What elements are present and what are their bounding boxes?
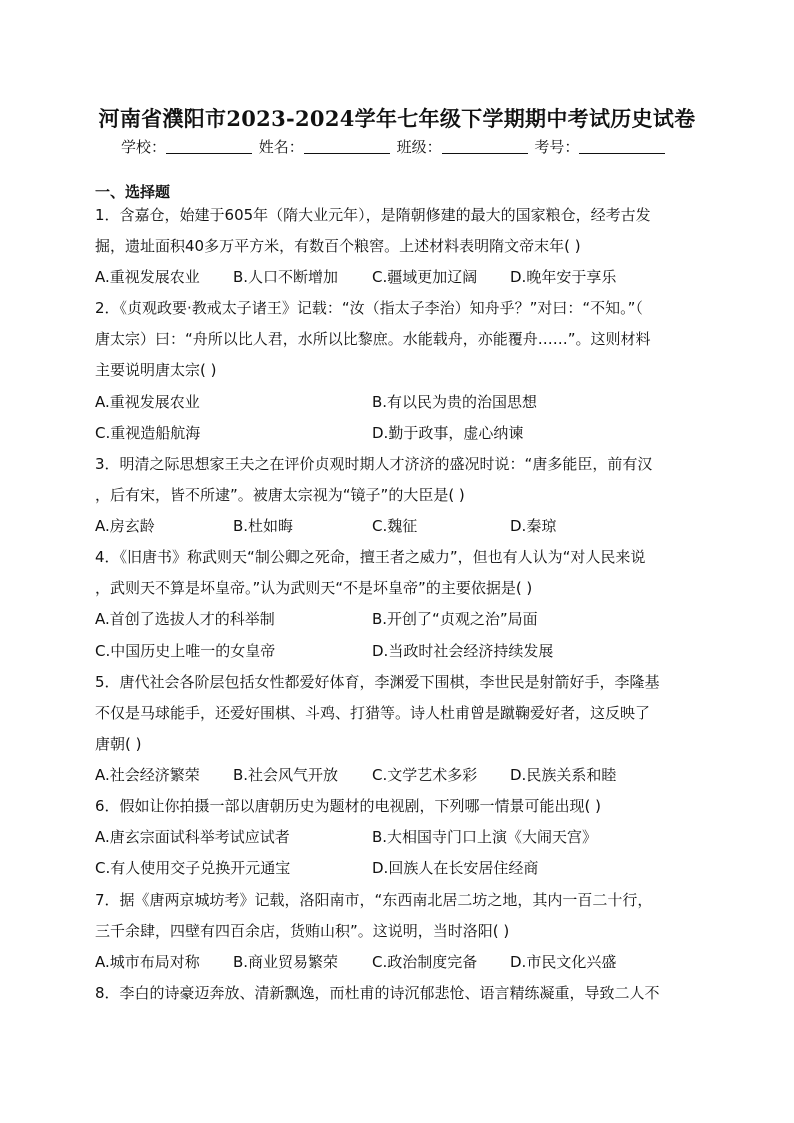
- question-3-option-d[interactable]: D.秦琼: [510, 517, 557, 535]
- question-1-option-d[interactable]: D.晚年安于享乐: [510, 268, 617, 286]
- question-6-option-a[interactable]: A.唐玄宗面试科举考试应试者: [95, 828, 290, 846]
- question-6-option-c[interactable]: C.有人使用交子兑换开元通宝: [95, 859, 291, 877]
- question-5-line-2: 不仅是马球能手，还爱好围棋、斗鸡、打猎等。诗人杜甫曾是蹴鞠爱好者，这反映了: [95, 704, 651, 722]
- question-7-option-d[interactable]: D.市民文化兴盛: [510, 953, 617, 971]
- question-1-line-2: 掘，遗址面积40多万平方米，有数百个粮窖。上述材料表明隋文帝末年( ): [95, 237, 581, 255]
- question-2-option-b[interactable]: B.有以民为贵的治国思想: [372, 393, 538, 411]
- question-1-option-b[interactable]: B.人口不断增加: [233, 268, 339, 286]
- exam-number-blank[interactable]: [579, 152, 665, 154]
- question-7-option-a[interactable]: A.城市布局对称: [95, 953, 200, 971]
- section-heading: 一、选择题: [95, 183, 171, 201]
- question-3-line-1: 3．明清之际思想家王夫之在评价贞观时期人才济济的盛况时说：“唐多能臣，前有汉: [95, 455, 653, 473]
- class-blank[interactable]: [442, 152, 528, 154]
- question-3-option-b[interactable]: B.杜如晦: [233, 517, 294, 535]
- question-5-option-d[interactable]: D.民族关系和睦: [510, 766, 617, 784]
- question-1-option-a[interactable]: A.重视发展农业: [95, 268, 200, 286]
- question-7-line-2: 三千余肆，四壁有四百余店，货贿山积”。这说明，当时洛阳( ): [95, 922, 510, 940]
- question-2-line-1: 2．《贞观政要·教戒太子诸王》记载：“汝（指太子李治）知舟乎？”对曰：“不知。”（: [95, 299, 643, 317]
- student-info-row: [121, 136, 667, 157]
- question-1-line-1: 1．含嘉仓，始建于605年（隋大业元年），是隋朝修建的最大的国家粮仓，经考古发: [95, 206, 651, 224]
- name-blank[interactable]: [304, 152, 390, 154]
- question-2-option-d[interactable]: D.勤于政事，虚心纳谏: [372, 424, 524, 442]
- question-6-line-1: 6．假如让你拍摄一部以唐朝历史为题材的电视剧，下列哪一情景可能出现( ): [95, 797, 602, 815]
- question-2-line-3: 主要说明唐太宗( ): [95, 361, 217, 379]
- info-label-class: 班级：: [396, 138, 442, 156]
- info-label-school: 学校：: [121, 138, 167, 156]
- question-2-line-2: 唐太宗）曰：“舟所以比人君，水所以比黎庶。水能载舟，亦能覆舟……”。这则材料: [95, 330, 651, 348]
- question-6-option-d[interactable]: D.回族人在长安居住经商: [372, 859, 539, 877]
- school-blank[interactable]: [166, 152, 252, 154]
- question-5-line-1: 5．唐代社会各阶层包括女性都爱好体育，李渊爱下围棋，李世民是射箭好手，李隆基: [95, 673, 660, 691]
- question-6-option-b[interactable]: B.大相国寺门口上演《大闹天宫》: [372, 828, 598, 846]
- question-4-line-1: 4．《旧唐书》称武则天“制公卿之死命，擅王者之威力”，但也有人认为“对人民来说: [95, 548, 646, 566]
- question-4-option-c[interactable]: C.中国历史上唯一的女皇帝: [95, 642, 276, 660]
- question-5-option-c[interactable]: C.文学艺术多彩: [372, 766, 478, 784]
- info-label-name: 姓名：: [258, 138, 304, 156]
- question-7-option-b[interactable]: B.商业贸易繁荣: [233, 953, 339, 971]
- question-1-option-c[interactable]: C.疆域更加辽阔: [372, 268, 478, 286]
- question-7-option-c[interactable]: C.政治制度完备: [372, 953, 478, 971]
- question-3-line-2: ，后有宋，皆不所逮”。被唐太宗视为“镜子”的大臣是( ): [95, 486, 465, 504]
- question-5-option-b[interactable]: B.社会风气开放: [233, 766, 339, 784]
- question-4-line-2: ，武则天不算是坏皇帝。”认为武则天“不是坏皇帝”的主要依据是( ): [95, 579, 533, 597]
- question-2-option-c[interactable]: C.重视造船航海: [95, 424, 201, 442]
- question-5-option-a[interactable]: A.社会经济繁荣: [95, 766, 200, 784]
- page-title: 河南省濮阳市2023-2024学年七年级下学期期中考试历史试卷: [98, 106, 696, 131]
- question-5-line-3: 唐朝( ): [95, 735, 142, 753]
- question-4-option-a[interactable]: A.首创了选拔人才的科举制: [95, 610, 275, 628]
- question-2-option-a[interactable]: A.重视发展农业: [95, 393, 200, 411]
- question-4-option-d[interactable]: D.当政时社会经济持续发展: [372, 642, 554, 660]
- question-7-line-1: 7．据《唐两京城坊考》记载，洛阳南市，“东西南北居二坊之地，其内一百二十行，: [95, 891, 653, 909]
- question-3-option-a[interactable]: A.房玄龄: [95, 517, 155, 535]
- question-3-option-c[interactable]: C.魏征: [372, 517, 418, 535]
- question-4-option-b[interactable]: B.开创了“贞观之治”局面: [372, 610, 538, 628]
- question-8-line-1: 8．李白的诗豪迈奔放、清新飘逸，而杜甫的诗沉郁悲怆、语言精练凝重，导致二人不: [95, 984, 660, 1002]
- info-label-exam-number: 考号：: [534, 138, 580, 156]
